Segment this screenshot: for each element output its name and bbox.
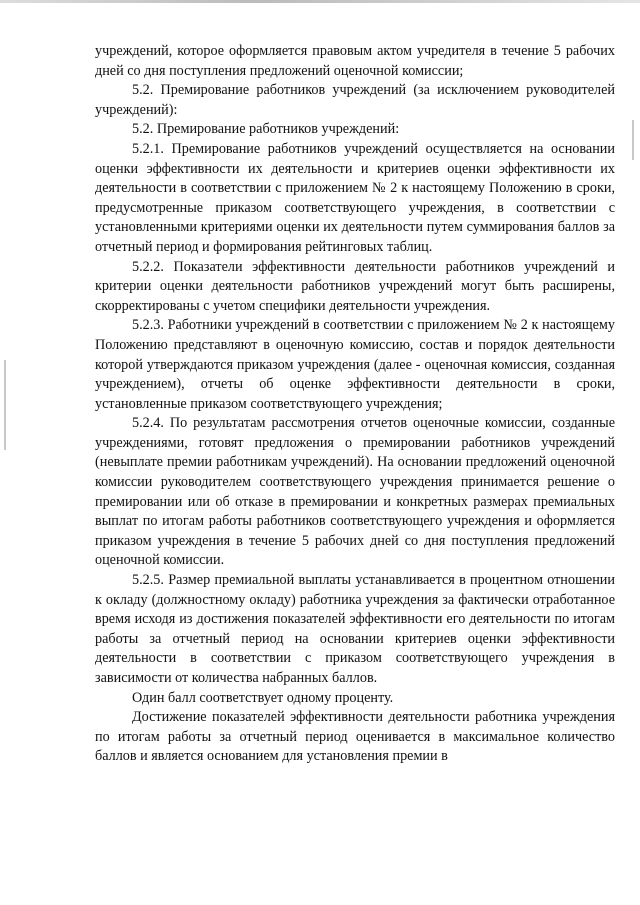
paragraph: Достижение показателей эффективности деятельности работника учреждения по итогам работы за отчетный период оценивается в максимальное количество баллов и является основанием для установления премии в bbox=[95, 709, 615, 765]
scan-edge bbox=[0, 0, 640, 3]
paragraph: 5.2.2. Показатели эффективности деятельности работников учреждений и критерии оценки деятельности работников учреждений могут быть расширены, скорректированы с учетом специфики деятельности учреждения. bbox=[95, 258, 615, 314]
document-page bbox=[95, 42, 615, 767]
paragraph: Один балл соответствует одному проценту. bbox=[132, 689, 394, 706]
paragraph: 5.2.3. Работники учреждений в соответствии с приложением № 2 к настоящему Положению представляют в оценочную комиссию, состав и порядок деятельности которой утверждаются приказом учреждения (далее - оценочная комиссия, созданная учреждением), отчеты об оценке эффективности деятельности в сроки, установленные приказом соответствующего учреждения; bbox=[95, 317, 615, 412]
paragraph: 5.2.1. Премирование работников учреждений осуществляется на основании оценки эффективности их деятельности и критериев оценки эффективности их деятельности в соответствии с приложением № 2 к настоящему Положению в сроки, предусмотренные приказом соответствующего учреждения, в соответствии с установленными критериями оценки их деятельности путем суммирования баллов за отчетный период и формирования рейтинговых таблиц. bbox=[95, 140, 615, 255]
paragraph: 5.2.4. По результатам рассмотрения отчетов оценочные комиссии, созданные учреждениями, готовят предложения о премировании работников учреждений (невыплате премии работникам учреждений). На основании предложений оценочной комиссии руководителем соответствующего учреждения принимается решение о премировании или об отказе в премировании и конкретных размерах премиальных выплат по итогам работы работников соответствующего учреждения и оформляется приказом учреждения в течение 5 рабочих дней со дня поступления предложений оценочной комиссии. bbox=[95, 415, 615, 569]
paragraph: учреждений, которое оформляется правовым актом учредителя в течение 5 рабочих дней со дня поступления предложений оценочной комиссии; bbox=[95, 43, 615, 79]
scan-artifact bbox=[4, 360, 6, 450]
scan-artifact bbox=[632, 120, 634, 160]
paragraph: 5.2. Премирование работников учреждений: bbox=[132, 121, 400, 138]
paragraph: 5.2.5. Размер премиальной выплаты устанавливается в процентном отношении к окладу (должностному окладу) работника учреждения за фактически отработанное время исходя из достижения показателей эффективности его деятельности по итогам работы за отчетный период на основании критериев оценки эффективности деятельности в соответствии с приказом соответствующего учреждения в зависимости от количества набранных баллов. bbox=[95, 572, 615, 686]
paragraph: 5.2. Премирование работников учреждений (за исключением руководителей учреждений): bbox=[95, 82, 615, 118]
